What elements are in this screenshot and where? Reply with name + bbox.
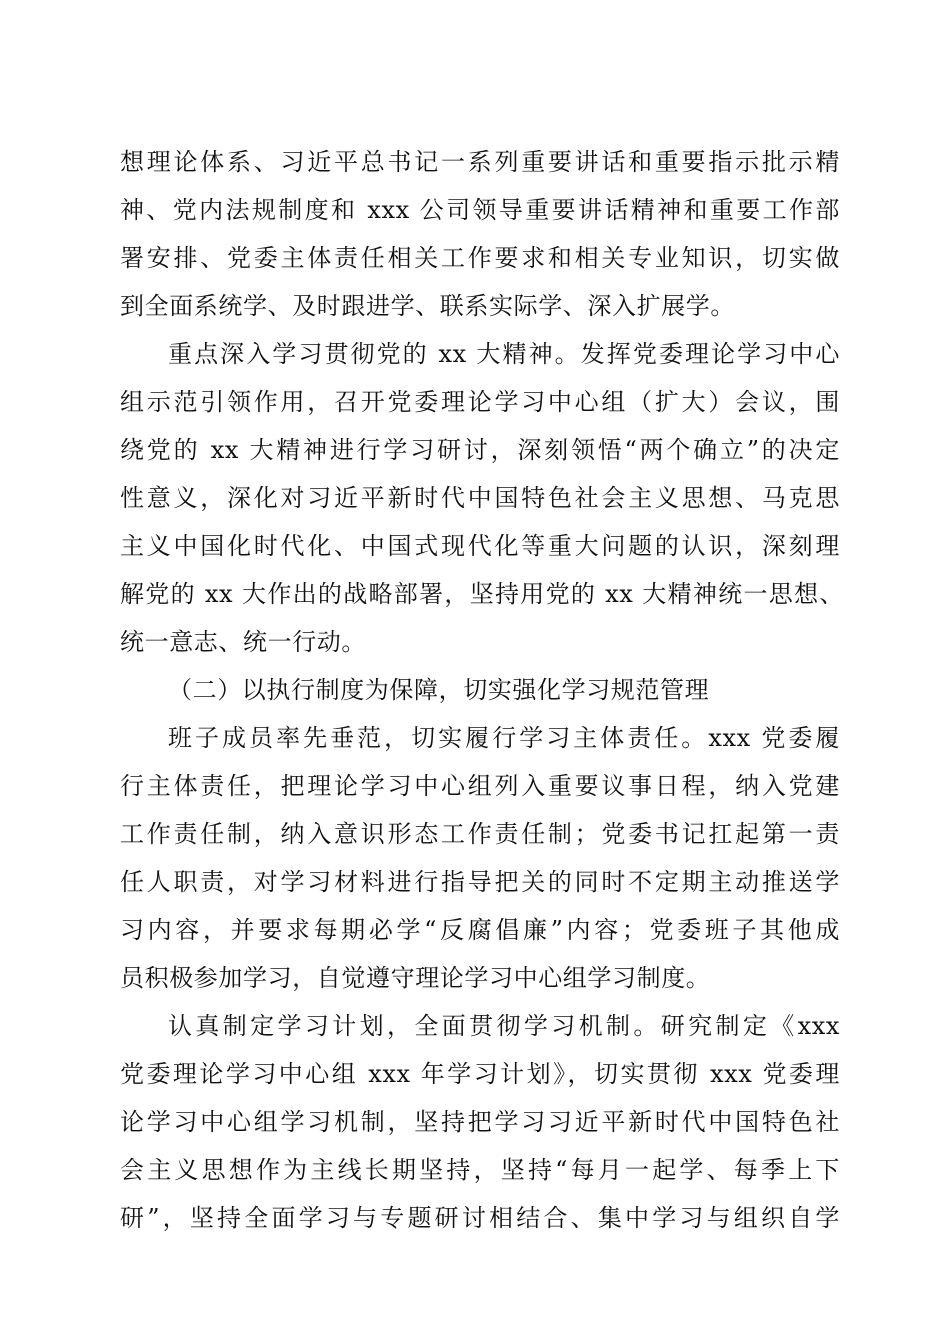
paragraph-3-line-5: 习内容，并要求每期必学“反腐倡廉”内容；党委班子其他成 <box>120 916 840 944</box>
paragraph-3-line-3: 工作责任制，纳入意识形态工作责任制；党委书记扛起第一责 <box>120 820 840 848</box>
paragraph-1-line-2: 神、党内法规制度和 xxx 公司领导重要讲话精神和重要工作部 <box>120 196 840 224</box>
paragraph-3-line-2: 行主体责任，把理论学习中心组列入重要议事日程，纳入党建 <box>120 772 840 800</box>
paragraph-2-line-2: 组示范引领作用，召开党委理论学习中心组（扩大）会议，围 <box>120 388 840 416</box>
paragraph-4-line-5: 研”，坚持全面学习与专题研讨相结合、集中学习与组织自学 <box>120 1204 840 1232</box>
paragraph-1-line-3: 署安排、党委主体责任相关工作要求和相关专业知识，切实做 <box>120 244 840 272</box>
paragraph-1-line-4: 到全面系统学、及时跟进学、联系实际学、深入扩展学。 <box>120 292 735 320</box>
section-heading: （二）以执行制度为保障，切实强化学习规范管理 <box>168 676 710 704</box>
paragraph-2-line-4: 性意义，深化对习近平新时代中国特色社会主义思想、马克思 <box>120 484 840 512</box>
paragraph-3-line-1: 班子成员率先垂范，切实履行学习主体责任。xxx 党委履 <box>168 724 840 752</box>
paragraph-2-line-6: 解党的 xx 大作出的战略部署，坚持用党的 xx 大精神统一思想、 <box>120 580 844 608</box>
paragraph-2-line-1: 重点深入学习贯彻党的 xx 大精神。发挥党委理论学习中心 <box>168 340 840 368</box>
paragraph-3-line-4: 任人职责，对学习材料进行指导把关的同时不定期主动推送学 <box>120 868 840 896</box>
paragraph-1-line-1: 想理论体系、习近平总书记一系列重要讲话和重要指示批示精 <box>120 148 840 176</box>
paragraph-4-line-1: 认真制定学习计划，全面贯彻学习机制。研究制定《xxx <box>168 1012 840 1040</box>
paragraph-3-line-6: 员积极参加学习，自觉遵守理论学习中心组学习制度。 <box>120 964 711 992</box>
paragraph-2-line-7: 统一意志、统一行动。 <box>120 628 366 656</box>
paragraph-2-line-3: 绕党的 xx 大精神进行学习研讨，深刻领悟“两个确立”的决定 <box>120 436 840 464</box>
paragraph-4-line-4: 会主义思想作为主线长期坚持，坚持“每月一起学、每季上下 <box>120 1156 840 1184</box>
paragraph-4-line-3: 论学习中心组学习机制，坚持把学习习近平新时代中国特色社 <box>120 1108 840 1136</box>
paragraph-4-line-2: 党委理论学习中心组 xxx 年学习计划》，切实贯彻 xxx 党委理 <box>120 1060 840 1088</box>
paragraph-2-line-5: 主义中国化时代化、中国式现代化等重大问题的认识，深刻理 <box>120 532 840 560</box>
